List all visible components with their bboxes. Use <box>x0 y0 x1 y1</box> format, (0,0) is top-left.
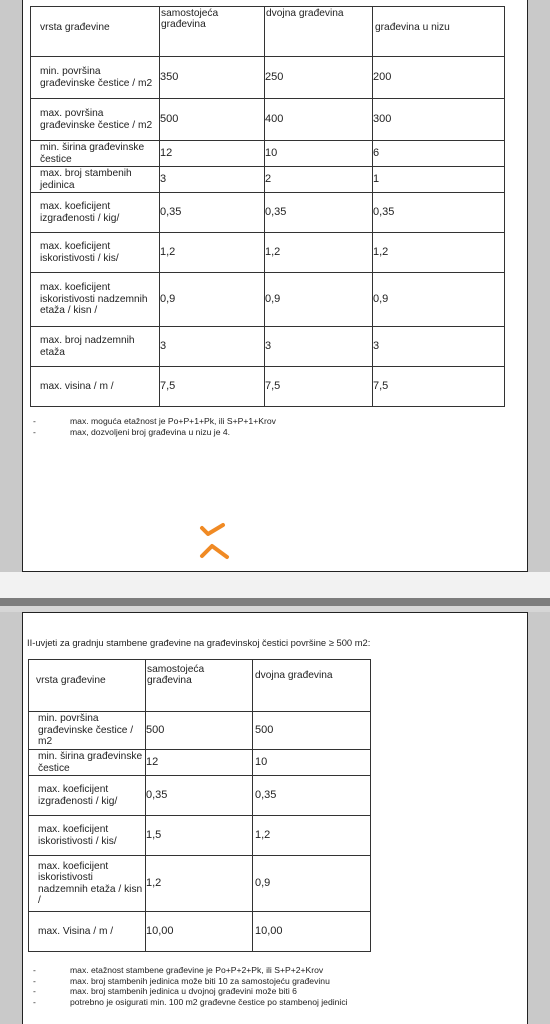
table-row <box>29 912 371 952</box>
table-row <box>31 367 505 407</box>
cell-value: 250 <box>265 57 373 99</box>
cell-value: 3 <box>160 327 265 367</box>
cell-value: 10 <box>253 750 371 776</box>
document-page-1 <box>22 0 528 572</box>
cell-value: 3 <box>373 327 505 367</box>
table-header-row <box>29 660 371 712</box>
cell-value: 0,9 <box>373 273 505 327</box>
cell-value: 10,00 <box>253 912 371 952</box>
table-row <box>29 776 371 816</box>
cell-value: 2 <box>265 167 373 193</box>
cell-value: 0,35 <box>265 193 373 233</box>
row-label: max. koeficijent izgrađenosti / kig/ <box>31 193 160 233</box>
row-label: max. površina građevinske čestice / m2 <box>31 99 160 141</box>
cell-value: 0,9 <box>265 273 373 327</box>
cell-value: 12 <box>146 750 253 776</box>
cell-value: 10 <box>265 141 373 167</box>
cell-value: 0,35 <box>373 193 505 233</box>
cell-value: 0,35 <box>253 776 371 816</box>
table-row <box>31 233 505 273</box>
cell-value: 1,2 <box>373 233 505 273</box>
cell-value: 500 <box>253 712 371 750</box>
table-row <box>29 856 371 912</box>
note-item: - max, dozvoljeni broj građevina u nizu je 4. <box>33 426 231 437</box>
note-item: - max. etažnost stambene građevine je Po+P+2+Pk, ili S+P+2+Krov <box>33 965 324 975</box>
cell-value: 1,2 <box>265 233 373 273</box>
cell-value: 7,5 <box>373 367 505 407</box>
cell-value: 3 <box>265 327 373 367</box>
row-label: min. površina građevinske čestice / m2 <box>29 712 146 750</box>
row-label: max. Visina / m / <box>29 912 146 952</box>
orange-x-logo-icon <box>199 520 233 562</box>
notes-list <box>33 965 348 1007</box>
table-row <box>31 193 505 233</box>
table-row <box>31 141 505 167</box>
page-separator <box>0 598 550 606</box>
cell-value: 400 <box>265 99 373 141</box>
cell-value: 1,2 <box>160 233 265 273</box>
cell-value: 7,5 <box>160 367 265 407</box>
table-row <box>31 57 505 99</box>
row-label: min. širina građevinske čestice <box>29 750 146 776</box>
row-label: max. koeficijent iskoristivosti nadzemnih etaža / kisn / <box>31 273 160 327</box>
document-page-2 <box>22 612 528 1024</box>
table-row <box>31 327 505 367</box>
note-item: - max. broj stambenih jedinica u dvojnoj građevini može biti 6 <box>33 986 297 997</box>
cell-value: 300 <box>373 99 505 141</box>
row-label: max. broj stambenih jedinica <box>31 167 160 193</box>
row-label: min. širina građevinske čestice <box>31 141 160 167</box>
cell-value: 200 <box>373 57 505 99</box>
cell-value: 0,9 <box>160 273 265 327</box>
cell-value: 500 <box>160 99 265 141</box>
note-item: - max. broj stambenih jedinica može biti 10 za samostojeću građevinu <box>33 975 330 986</box>
table-row <box>29 816 371 856</box>
header-cell: vrsta građevine <box>31 7 160 57</box>
table-row <box>31 273 505 327</box>
header-cell: samostojeća građevina <box>160 7 265 57</box>
row-label: min. površina građevinske čestice / m2 <box>31 57 160 99</box>
cell-value: 350 <box>160 57 265 99</box>
cell-value: 1,2 <box>253 816 371 856</box>
cell-value: 1,5 <box>146 816 253 856</box>
cell-value: 1 <box>373 167 505 193</box>
table-row <box>29 750 371 776</box>
table-row <box>31 167 505 193</box>
section-heading: II-uvjeti za gradnju stambene građevine na građevinskoj čestici površine ≥ 500 m2: <box>27 637 371 648</box>
row-label: max. koeficijent iskoristivosti / kis/ <box>31 233 160 273</box>
table-header-row <box>31 7 505 57</box>
header-cell: samostojeća građevina <box>146 660 253 712</box>
note-item: - potrebno je osigurati min. 100 m2 građevne čestice po stambenoj jedinici <box>33 996 348 1007</box>
building-conditions-table-1 <box>30 6 505 407</box>
header-cell: dvojna građevina <box>253 660 371 712</box>
header-cell: građevina u nizu <box>373 7 505 57</box>
header-cell: vrsta građevine <box>29 660 146 712</box>
notes-list <box>33 416 276 437</box>
row-label: max. koeficijent izgrađenosti / kig/ <box>29 776 146 816</box>
cell-value: 0,35 <box>146 776 253 816</box>
table-row <box>31 99 505 141</box>
cell-value: 3 <box>160 167 265 193</box>
cell-value: 500 <box>146 712 253 750</box>
row-label: max. visina / m / <box>31 367 160 407</box>
note-item: - max. moguća etažnost je Po+P+1+Pk, ili S+P+1+Krov <box>33 416 276 426</box>
cell-value: 0,35 <box>160 193 265 233</box>
row-label: max. koeficijent iskoristivosti / kis/ <box>29 816 146 856</box>
cell-value: 1,2 <box>146 856 253 912</box>
cell-value: 12 <box>160 141 265 167</box>
row-label: max. koeficijent iskoristivosti nadzemnih etaža / kisn / <box>29 856 146 912</box>
cell-value: 0,9 <box>253 856 371 912</box>
building-conditions-table-2 <box>28 659 371 952</box>
table-row <box>29 712 371 750</box>
cell-value: 10,00 <box>146 912 253 952</box>
cell-value: 7,5 <box>265 367 373 407</box>
row-label: max. broj nadzemnih etaža <box>31 327 160 367</box>
header-cell: dvojna građevina <box>265 7 373 57</box>
cell-value: 6 <box>373 141 505 167</box>
